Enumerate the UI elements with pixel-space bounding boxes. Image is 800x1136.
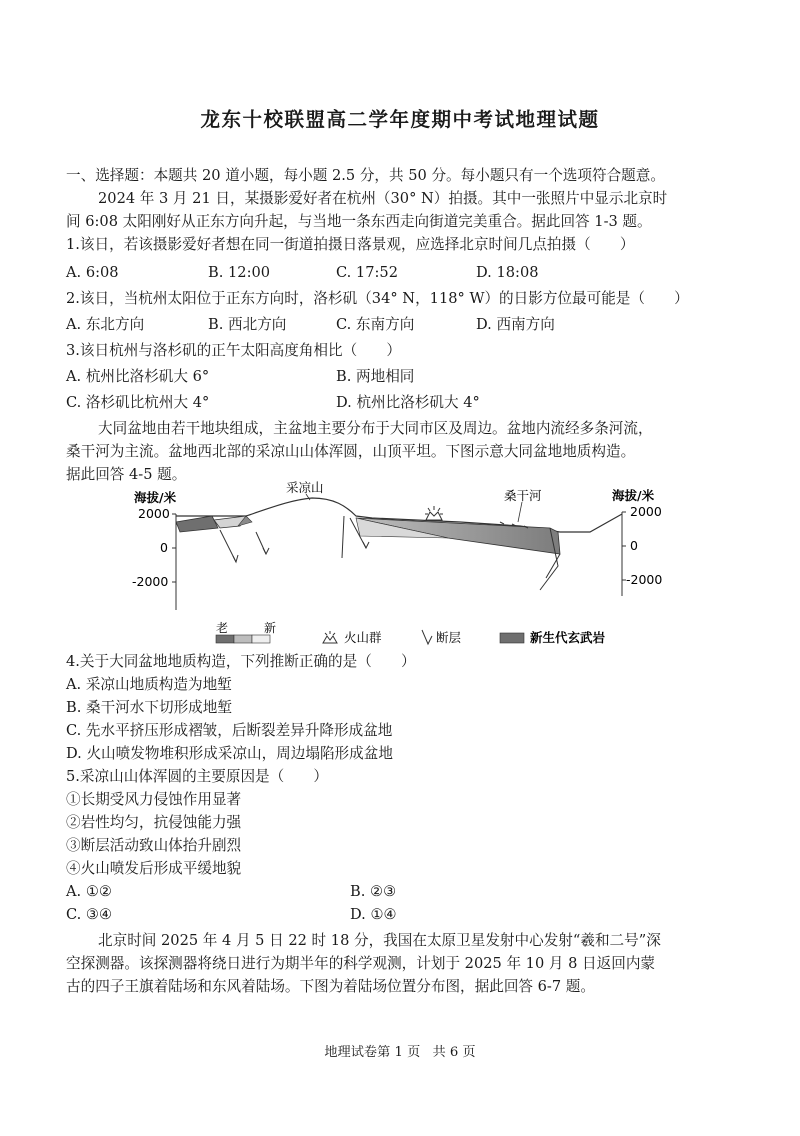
- right-tick-minus-2000: -2000: [626, 572, 663, 587]
- q5-option-d: D. ①④: [350, 906, 397, 923]
- q2-option-a: A. 东北方向: [66, 316, 145, 333]
- q2-option-d: D. 西南方向: [476, 316, 555, 333]
- q3-option-a: A. 杭州比洛杉矶大 6°: [66, 368, 210, 385]
- q2-option-b: B. 西北方向: [208, 316, 287, 333]
- legend-volcano-icon: [323, 631, 337, 643]
- q4-option-b: B. 桑干河水下切形成地堑: [66, 699, 232, 716]
- left-tick-0: 0: [160, 540, 168, 555]
- mountain-label: 采凉山: [286, 480, 324, 495]
- q1-option-c: C. 17:52: [336, 264, 398, 281]
- legend-fault-label: 断层: [436, 630, 462, 645]
- legend-fault-icon: [422, 630, 432, 644]
- volcano-icon: [425, 506, 443, 520]
- q5-option-a: A. ①②: [66, 883, 112, 900]
- intro1-line-2: 间 6:08 太阳刚好从正东方向升起，与当地一条东西走向街道完美重合。据此回答 1-3 题。: [66, 213, 652, 230]
- q4-option-c: C. 先水平挤压形成褶皱，后断裂差异升降形成盆地: [66, 722, 393, 739]
- q4-option-d: D. 火山喷发物堆积形成采凉山，周边塌陷形成盆地: [66, 745, 393, 762]
- legend-old-swatch: [216, 635, 234, 643]
- section-header: 一、选择题：本题共 20 道小题，每小题 2.5 分，共 50 分。每小题只有一个选项符合题意。: [66, 167, 665, 184]
- right-tick-0: 0: [630, 538, 638, 553]
- right-tick-2000: 2000: [630, 504, 662, 519]
- left-tick-2000: 2000: [138, 506, 170, 521]
- page-title: 龙东十校联盟高二学年度期中考试地理试题: [200, 108, 600, 131]
- intro3-line-1: 北京时间 2025 年 4 月 5 日 22 时 18 分，我国在太原卫星发射中心发射“羲和二号”深: [98, 932, 661, 949]
- q5-statement-2: ②岩性均匀，抗侵蚀能力强: [66, 814, 242, 831]
- page-footer: [0, 1041, 800, 1060]
- intro2-line-2: 桑干河为主流。盆地西北部的采凉山山体浑圆，山顶平坦。下图示意大同盆地地质构造。: [66, 443, 636, 460]
- q5-statement-1: ①长期受风力侵蚀作用显著: [66, 791, 242, 808]
- legend-new-swatch: [252, 635, 270, 643]
- intro1-line-1: 2024 年 3 月 21 日，某摄影爱好者在杭州（30° N）拍摄。其中一张照片中显示北京时: [98, 190, 668, 207]
- question-3-stem: 3.该日杭州与洛杉矶的正午太阳高度角相比（ ）: [66, 342, 401, 359]
- intro2-line-3: 据此回答 4-5 题。: [66, 466, 187, 483]
- footer-page-number: 地理试卷第 1 页: [324, 1045, 421, 1060]
- intro2-line-1: 大同盆地由若干地块组成，主盆地主要分布于大同市区及周边。盆地内流经多条河流，: [98, 420, 653, 437]
- left-axis-label: 海拔/米: [134, 490, 177, 505]
- left-tick-minus-2000: -2000: [132, 574, 169, 589]
- q1-option-b: B. 12:00: [208, 264, 271, 281]
- river-label: 桑干河: [504, 488, 542, 503]
- legend-volcano-label: 火山群: [344, 630, 382, 645]
- legend-basalt-swatch: [500, 633, 524, 643]
- question-2-stem: 2.该日，当杭州太阳位于正东方向时，洛杉矶（34° N，118° W）的日影方位最可能是（ ）: [66, 290, 689, 307]
- question-5-stem: 5.采凉山山体浑圆的主要原因是（ ）: [66, 768, 329, 785]
- legend-basalt-label: 新生代玄武岩: [530, 630, 606, 645]
- legend-new-label: 新: [264, 621, 277, 635]
- right-axis-label: 海拔/米: [612, 488, 655, 503]
- question-1-stem: 1.该日，若该摄影爱好者想在同一街道拍摄日落景观，应选择北京时间几点拍摄（ ）: [66, 236, 635, 253]
- legend-old-label: 老: [216, 621, 229, 635]
- q5-option-b: B. ②③: [350, 883, 397, 900]
- basalt-layer-left: [176, 516, 218, 532]
- q3-option-d: D. 杭州比洛杉矶大 4°: [336, 394, 480, 411]
- q4-option-a: A. 采凉山地质构造为地堑: [66, 676, 232, 693]
- figure-legend: [200, 620, 640, 650]
- q3-option-b: B. 两地相同: [336, 368, 415, 385]
- q1-option-a: A. 6:08: [66, 264, 119, 281]
- q5-option-c: C. ③④: [66, 906, 113, 923]
- q3-option-c: C. 洛杉矶比杭州大 4°: [66, 394, 210, 411]
- intro3-line-3: 古的四子王旗着陆场和东风着陆场。下图为着陆场位置分布图，据此回答 6-7 题。: [66, 978, 595, 995]
- q1-option-d: D. 18:08: [476, 264, 539, 281]
- q2-option-c: C. 东南方向: [336, 316, 415, 333]
- footer-total-pages: 共 6 页: [432, 1045, 476, 1060]
- q5-statement-4: ④火山喷发后形成平缓地貌: [66, 860, 242, 877]
- intro3-line-2: 空探测器。该探测器将绕日进行为期半年的科学观测，计划于 2025 年 10 月 8 日返回内蒙: [66, 955, 656, 972]
- question-4-stem: 4.关于大同盆地地质构造，下列推断正确的是（ ）: [66, 653, 416, 670]
- q5-statement-3: ③断层活动致山体抬升剧烈: [66, 837, 242, 854]
